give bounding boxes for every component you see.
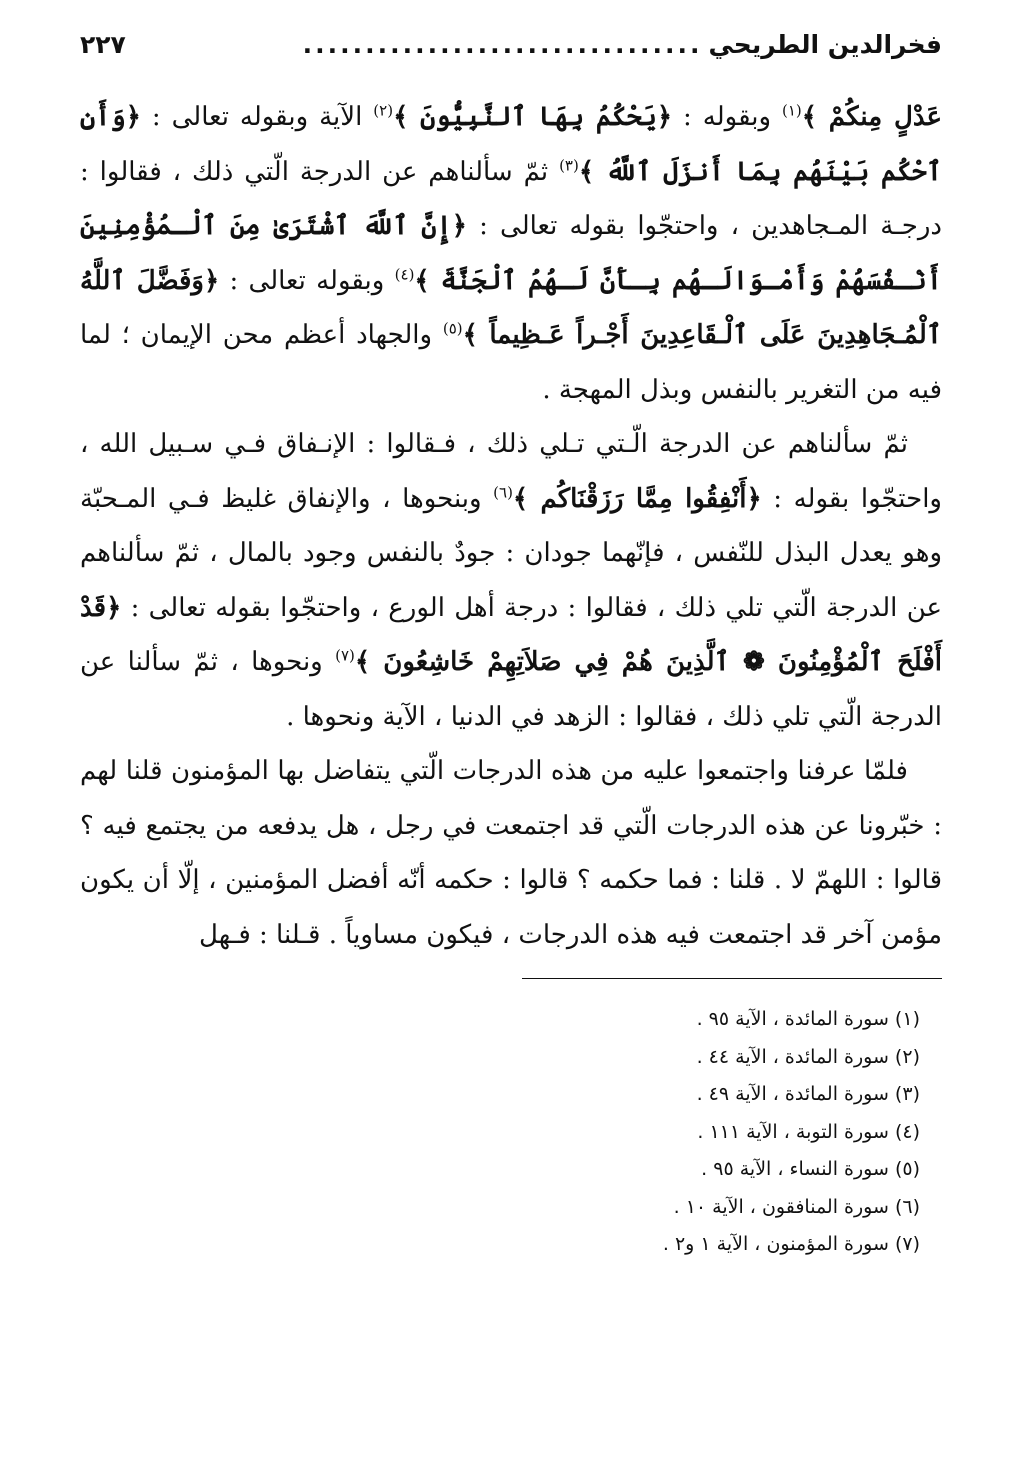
footnote-item: (٥) سورة النساء ، الآية ٩٥ . — [701, 1158, 920, 1180]
footnote-ref: (٤) — [394, 264, 415, 283]
quran-verse: ﴿يَحْكُمُ بِهَا ٱلنَّبِيُّونَ ﴾ — [393, 102, 673, 132]
text-run: فلمّا عرفنا واجتمعوا عليه من هذه الدرجات الّتي يتفاضل بها المؤمنون قلنا لهم : خبّرونا عن هذه الدرجات الّتي قد اجتمعت في رجل ، هل يدفعه من يجتمع فيه ؟ قالوا : اللهمّ لا . قلنا : فما حكمه ؟ قالوا : حكمه أنّه أفضل المؤمنين ، إلّا أن يكون مؤمن آخر قد اجتمعت فيه هذه الدرجات ، فيكون مساوياً . قـلنا : فـهل — [80, 756, 942, 950]
book-title: فخرالدين الطريحي — [708, 30, 942, 59]
footnote-item: (٢) سورة المائدة ، الآية ٤٤ . — [696, 1045, 920, 1068]
footnote-item: (١) سورة المائدة ، الآية ٩٥ . — [696, 1008, 920, 1030]
page-number: ٢٢٧ — [80, 30, 126, 59]
quran-verse: ﴿وَأَنِ ٱحْكُم بَيْنَهُم بِمَا أَنزَلَ ٱللَّهُ ﴾ — [80, 102, 942, 187]
footnote-ref: (٧) — [335, 646, 355, 665]
footnote-item: (٣) سورة المائدة ، الآية ٤٩ . — [696, 1083, 920, 1105]
text-run: والجهاد أعظم محن الإيمان ؛ لما فيه من التغرير بالنفس وبذل المهجة . — [80, 320, 942, 405]
quran-verse: ﴿قَدْ أَفْلَحَ ٱلْمُؤْمِنُونَ ❁ ٱلَّذِينَ هُمْ فِي صَلاَتِهِمْ خَاشِعُونَ ﴾ — [80, 592, 942, 677]
quran-verse: ﴿إِنَّ ٱللَّهَ ٱشْتَرَىٰ مِنَ ٱلْـمُؤْمِنِينَ أَنْـفُسَهُمْ وَأَمْـوَالَـهُم بِـأَنَّ لَـهُمُ ٱلْجَنَّةَ ﴾ — [80, 211, 943, 296]
text-run: الآية وبقوله تعالى : — [140, 102, 374, 132]
text-run: وبقوله : — [672, 102, 782, 132]
text-run: ثمّ سألناهم عن الدرجة الّتي ذلك ، فقالوا : درجـة المـجاهدين ، واحتجّوا بقوله تعالى : — [80, 156, 942, 241]
footnote-item: (٧) سورة المؤمنون ، الآية ١ و٢ . — [662, 1233, 920, 1255]
footnote-divider — [522, 978, 942, 979]
quran-verse: ﴿أَنْفِقُوا مِمَّا رَزَقْنَاكُم ﴾ — [512, 483, 762, 514]
footnote-ref: (٢) — [373, 101, 394, 120]
text-run: وبنحوها ، والإنفاق غليظ فـي المـحبّة وهو يعدل البذل للنّفس ، فإنّهما جودان : جودٌ بالنفس وجود بالمال ، ثمّ سألناهم عن الدرجة الّتي تلي ذلك ، فقالوا : درجة أهل الورع ، واحتجّوا بقوله تعالى : — [80, 483, 942, 623]
footnotes-list — [80, 1001, 942, 1264]
leader-dots: ................................ — [302, 30, 703, 59]
footnote-ref: (٥) — [442, 319, 463, 338]
paragraph-2 — [80, 417, 942, 744]
footnote-item: (٤) سورة التوبة ، الآية ١١١ . — [697, 1120, 920, 1143]
footnote-item: (٦) سورة المنافقون ، الآية ١٠ . — [673, 1195, 920, 1218]
paragraph-3 — [80, 744, 942, 962]
main-text — [80, 90, 942, 962]
text-run: ثمّ سألناهم عن الدرجة الّـتي تـلي ذلك ، فـقالوا : الإنـفاق فـي سـبيل الله ، واحتجّوا بقوله : — [80, 429, 942, 514]
footnote-ref: (٦) — [493, 482, 513, 501]
text-run: وبقوله تعالى : — [219, 265, 395, 296]
quran-verse: ﴿وَفَضَّلَ ٱللَّهُ ٱلْمُـجَاهِدِينَ عَلَى ٱلْـقَاعِدِينَ أَجْـراً عَـظِيماً ﴾ — [80, 265, 942, 350]
running-header — [80, 30, 942, 84]
footnote-ref: (٣) — [559, 155, 579, 174]
quran-verse: عَدْلٍ مِنكُمْ ﴾ — [801, 102, 943, 132]
paragraph-1 — [80, 90, 942, 417]
text-run: ونحوها ، ثمّ سألنا عن الدرجة الّتي تلي ذلك ، فقالوا : الزهد في الدنيا ، الآية ونحوها . — [80, 647, 942, 732]
book-page — [80, 30, 942, 1450]
footnote-ref: (١) — [782, 101, 802, 120]
